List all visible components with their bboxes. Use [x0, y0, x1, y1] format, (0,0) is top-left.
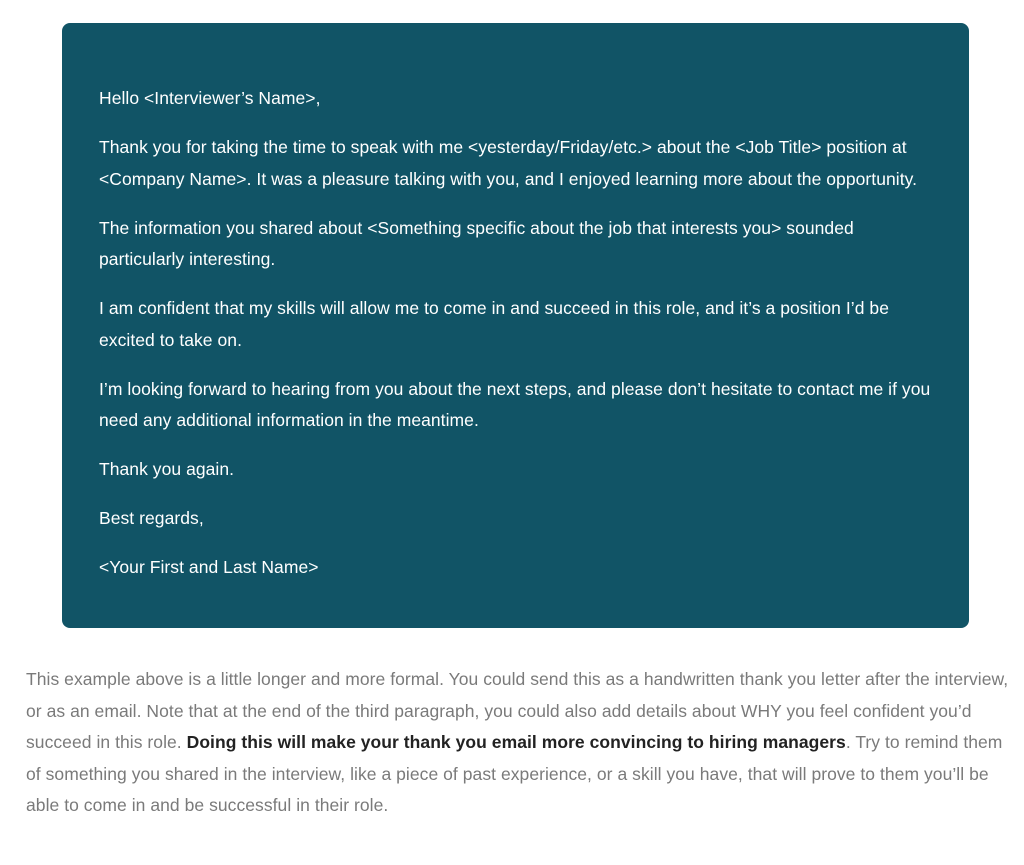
- article-text-before: This example above is a little longer and more formal. You could send this as a handwritten thank you letter after the interview, or as an email. Note that at the end of the third paragraph, you could also add details about WHY you feel confident you’d succeed in this role.: [26, 669, 1009, 752]
- email-paragraph-4: I’m looking forward to hearing from you about the next steps, and please don’t hesitate to contact me if you need any additional information in the meantime.: [99, 378, 931, 430]
- email-thanks: Thank you again.: [99, 459, 235, 479]
- article-text-after: . Try to remind them of something you shared in the interview, like a piece of past experience, or a skill you have, that will prove to them you’ll be able to come in and be successful in their role.: [26, 732, 1003, 815]
- email-template-box: [62, 23, 969, 628]
- email-closing: Best regards,: [99, 508, 204, 528]
- article-bold-text: Doing this will make your thank you email more convincing to hiring managers: [186, 732, 846, 752]
- article-paragraph: [26, 664, 1011, 822]
- email-signature: <Your First and Last Name>: [99, 557, 319, 577]
- email-paragraph-2: The information you shared about <Something specific about the job that interests you> sounded particularly interesting.: [99, 217, 854, 269]
- email-paragraph-1: Thank you for taking the time to speak with me <yesterday/Friday/etc.> about the <Job Title> position at <Company Name>. It was a pleasure talking with you, and I enjoyed learning more about the opportunity.: [99, 137, 918, 189]
- email-greeting: Hello <Interviewer’s Name>,: [99, 88, 321, 108]
- email-paragraph-3: I am confident that my skills will allow me to come in and succeed in this role, and it’s a position I’d be excited to take on.: [99, 298, 889, 350]
